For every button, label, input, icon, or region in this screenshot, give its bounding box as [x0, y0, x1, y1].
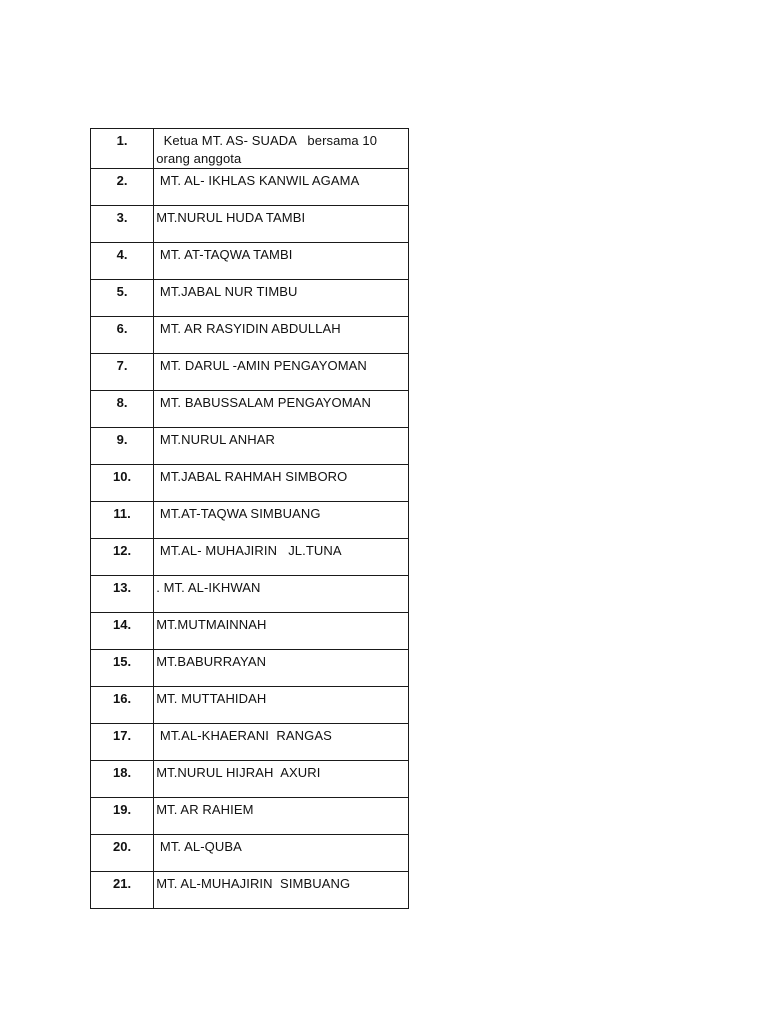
- row-number: 19.: [91, 798, 154, 835]
- table-row: [91, 502, 409, 539]
- table-row: [91, 169, 409, 206]
- row-number: 1.: [91, 129, 154, 169]
- table-row: [91, 872, 409, 909]
- row-number: 16.: [91, 687, 154, 724]
- table-row: [91, 835, 409, 872]
- row-number: 20.: [91, 835, 154, 872]
- row-number: 15.: [91, 650, 154, 687]
- row-number: 18.: [91, 761, 154, 798]
- row-name: MT.AL-KHAERANI RANGAS: [154, 724, 409, 761]
- table-row: [91, 613, 409, 650]
- row-number: 4.: [91, 243, 154, 280]
- row-name: MT.NURUL ANHAR: [154, 428, 409, 465]
- row-name: MT.BABURRAYAN: [154, 650, 409, 687]
- row-number: 2.: [91, 169, 154, 206]
- row-name: MT. AR RAHIEM: [154, 798, 409, 835]
- table-row: [91, 798, 409, 835]
- table-row: [91, 687, 409, 724]
- row-name: MT.AT-TAQWA SIMBUANG: [154, 502, 409, 539]
- row-name: MT. AR RASYIDIN ABDULLAH: [154, 317, 409, 354]
- row-number: 8.: [91, 391, 154, 428]
- table-row: [91, 465, 409, 502]
- row-name: MT. MUTTAHIDAH: [154, 687, 409, 724]
- table-row: [91, 317, 409, 354]
- majelis-taklim-table: [90, 128, 409, 909]
- table-row: [91, 280, 409, 317]
- table-row: [91, 129, 409, 169]
- table-row: [91, 650, 409, 687]
- row-number: 3.: [91, 206, 154, 243]
- table-row: [91, 761, 409, 798]
- row-name: MT.MUTMAINNAH: [154, 613, 409, 650]
- row-name: MT. AL- IKHLAS KANWIL AGAMA: [154, 169, 409, 206]
- row-name: MT. AT-TAQWA TAMBI: [154, 243, 409, 280]
- row-name: . MT. AL-IKHWAN: [154, 576, 409, 613]
- row-name: MT. AL-MUHAJIRIN SIMBUANG: [154, 872, 409, 909]
- table-row: [91, 428, 409, 465]
- row-name: MT.JABAL RAHMAH SIMBORO: [154, 465, 409, 502]
- row-number: 21.: [91, 872, 154, 909]
- row-name: MT.NURUL HUDA TAMBI: [154, 206, 409, 243]
- table-row: [91, 391, 409, 428]
- table-body: [91, 129, 409, 909]
- row-name: MT. AL-QUBA: [154, 835, 409, 872]
- row-number: 11.: [91, 502, 154, 539]
- row-number: 17.: [91, 724, 154, 761]
- row-number: 13.: [91, 576, 154, 613]
- row-number: 7.: [91, 354, 154, 391]
- row-name: MT.NURUL HIJRAH AXURI: [154, 761, 409, 798]
- table-row: [91, 724, 409, 761]
- row-number: 10.: [91, 465, 154, 502]
- row-name: MT. BABUSSALAM PENGAYOMAN: [154, 391, 409, 428]
- row-number: 12.: [91, 539, 154, 576]
- row-name: MT.AL- MUHAJIRIN JL.TUNA: [154, 539, 409, 576]
- table-row: [91, 576, 409, 613]
- row-number: 9.: [91, 428, 154, 465]
- row-name: Ketua MT. AS- SUADA bersama 10 orang anggota: [154, 129, 409, 169]
- row-name: MT. DARUL -AMIN PENGAYOMAN: [154, 354, 409, 391]
- table-row: [91, 206, 409, 243]
- table-row: [91, 243, 409, 280]
- row-number: 14.: [91, 613, 154, 650]
- table-row: [91, 539, 409, 576]
- row-number: 6.: [91, 317, 154, 354]
- row-number: 5.: [91, 280, 154, 317]
- table-row: [91, 354, 409, 391]
- row-name: MT.JABAL NUR TIMBU: [154, 280, 409, 317]
